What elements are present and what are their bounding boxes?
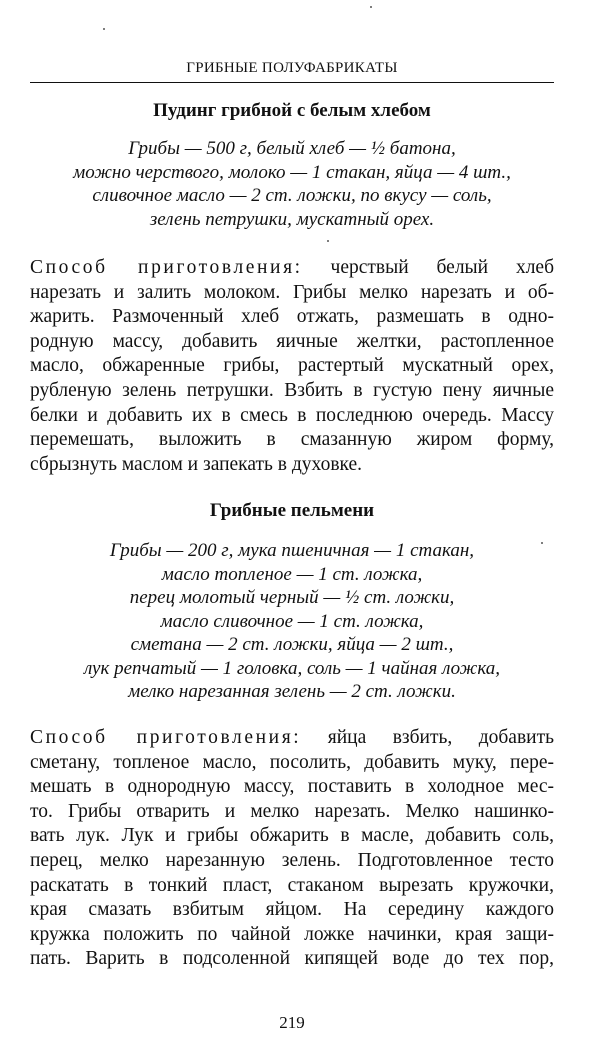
ingredient-line: перец молотый черный — ½ ст. ложки,	[129, 587, 455, 608]
ingredient-line: можно черствого, молоко — 1 стакан, яйца — 4 шт.,	[73, 161, 511, 183]
recipe-ingredients-pudding	[30, 137, 554, 231]
method-line: рубленую зелень петрушки. Взбить в густую пену яичные	[30, 379, 554, 401]
header-rule	[30, 82, 554, 83]
method-line: перец, мелко нарезанную зелень. Подготовленное тесто	[30, 849, 554, 871]
method-line: сбрызнуть маслом и запекать в духовке.	[30, 453, 363, 475]
ingredient-line: зелень петрушки, мускатный орех.	[149, 208, 435, 230]
recipe-title-pudding: Пудинг грибной с белым хлебом	[153, 100, 431, 121]
method-line: масло, обжаренные грибы, растертый мускатный орех,	[30, 355, 554, 377]
method-line	[30, 256, 554, 281]
ingredient-line: лук репчатый — 1 головка, соль — 1 чайная ложка,	[84, 657, 500, 679]
recipe-method-pudding	[30, 256, 554, 477]
recipe-title-pelmeni: Грибные пельмени	[209, 500, 375, 521]
method-line: родную массу, добавить яичные желтки, растопленное	[30, 330, 554, 352]
scan-speck	[327, 240, 329, 242]
ingredient-line: сметана — 2 ст. ложки, яйца — 2 шт.,	[130, 634, 454, 655]
ingredient-line: сливочное масло — 2 ст. ложки, по вкусу — соль,	[92, 185, 492, 206]
ingredient-line: мелко нарезанная зелень — 2 ст. ложки.	[128, 681, 456, 702]
scan-speck	[103, 28, 105, 30]
scan-speck	[541, 542, 543, 544]
page-number: 219	[279, 1013, 305, 1032]
recipe-method-pelmeni	[30, 726, 554, 972]
method-line	[30, 726, 554, 751]
ingredient-line: масло сливочное — 1 ст. ложка,	[160, 610, 424, 632]
scan-speck	[370, 6, 372, 8]
method-line: вать лук. Лук и грибы обжарить в масле, добавить соль,	[30, 825, 554, 847]
method-line: края смазать взбитым яйцом. На середину каждого	[30, 899, 554, 921]
method-label: Способ приготовления:	[30, 727, 302, 748]
method-line: перемешать, выложить в смазанную жиром форму,	[30, 429, 554, 451]
recipe-ingredients-pelmeni	[30, 539, 554, 704]
method-label: Способ приготовления:	[30, 257, 303, 278]
method-line: нарезать и залить молоком. Грибы мелко нарезать и об-	[30, 281, 554, 303]
ingredient-line: Грибы — 500 г, белый хлеб — ½ батона,	[128, 138, 456, 159]
method-line: то. Грибы отварить и мелко нарезать. Мелко нашинко-	[30, 800, 554, 822]
method-text: черствый белый хлеб	[302, 257, 554, 278]
ingredient-line: Грибы — 200 г, мука пшеничная — 1 стакан,	[109, 540, 475, 561]
method-text: яйца взбить, добавить	[301, 727, 555, 748]
running-head: ГРИБНЫЕ ПОЛУФАБРИКАТЫ	[186, 60, 398, 76]
method-line: раскатать в тонкий пласт, стаканом вырезать кружочки,	[30, 874, 554, 896]
method-line: сметану, топленое масло, посолить, добавить муку, пере-	[30, 751, 554, 773]
method-line: белки и добавить их в смесь в последнюю очередь. Массу	[30, 404, 554, 426]
method-line: пать. Варить в подсоленной кипящей воде до тех пор,	[30, 948, 554, 970]
ingredient-line: масло топленое — 1 ст. ложка,	[161, 563, 423, 585]
method-line: мешать в однородную массу, поставить в холодное мес-	[30, 776, 554, 798]
method-line: жарить. Размоченный хлеб отжать, размешать в одно-	[30, 306, 554, 328]
method-line: кружка положить по чайной ложке начинки, края защи-	[30, 923, 554, 945]
